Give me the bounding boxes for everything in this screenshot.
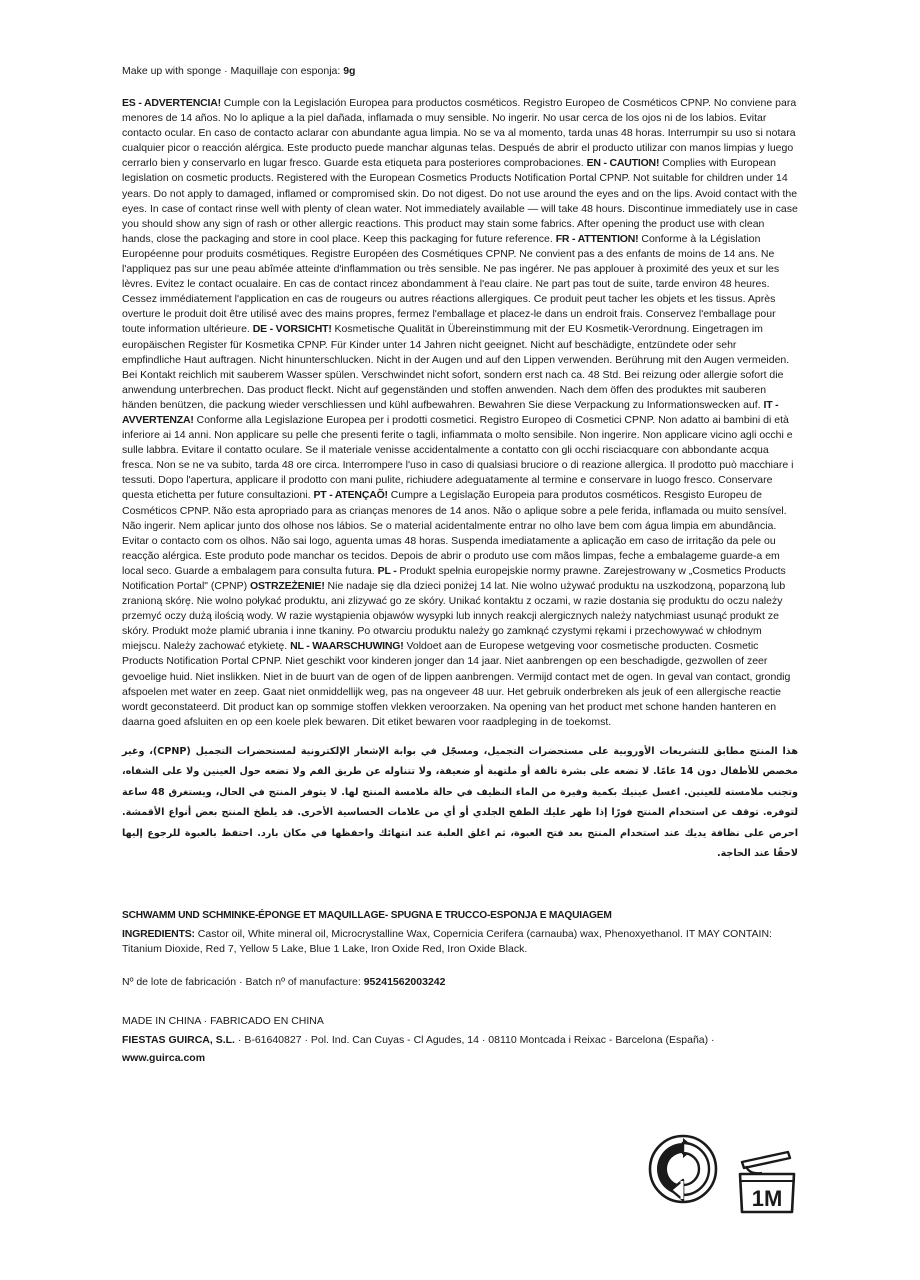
company-name: FIESTAS GUIRCA, S.L. (122, 1033, 235, 1046)
green-dot-recycle-icon (648, 1134, 718, 1204)
website-link[interactable]: www.guirca.com (122, 1052, 206, 1065)
period-after-opening-icon (736, 1150, 798, 1214)
warning-label-en: EN - CAUTION! (586, 157, 660, 170)
warning-label-pt: PT - ATENÇAÕ! (313, 489, 388, 502)
ingredients-label: INGREDIENTS: (122, 927, 195, 940)
batch-label: Nº de lote de fabricación · Batch nº of manufacture: (122, 976, 364, 989)
pao-label: 1M (751, 1186, 783, 1211)
warning-label-pl-caution: OSTRZEŻENIE! (250, 580, 325, 592)
product-title (122, 64, 798, 79)
warning-text-fr: Conforme à la Législation Européenne pour produits cosmétiques. Registre Européen des Cosmétiques CPNP. Ne convient pas a des enfants de moins de 14 ans. Ne l'appliquez pas sur une peau abîmée atteinte d'inflammation ou très sensible. Ne pas ingérer. Ne pas applouer à proximité des yeux et sur les lèvres. Evitez le contact ocualaire. En cas de contact rincez abondamment à l'eau claire. Ne part pas tout de suite, tarde environ 48 heures. Cessez immédiatement l'application en cas de rougeurs ou autres réactions allergiques. Ce produit peut tacher les objets et les tissus. Après overture le produit doit être utilisé avec des mains propres, fermez l'emballage et placez-le dans un endroit frais. Conservez l'emballage pour toute information ultérieure. (122, 232, 780, 336)
batch-line (122, 975, 798, 990)
manufacturer-block (122, 1012, 798, 1068)
arabic-warning: هذا المنتج مطابق للتشريعات الأوروبية على مستحضرات التجميل، ومسجّل في بوابة الإشعار الإلكترونية لمستحضرات التجميل (CPNP)، وغير مخصص للأطفال دون 14 عامًا. لا تضعه على بشرة تالفة أو ملتهبة أو ضعيفة، ولا تتناوله عن طريق الفم ولا تضعه حول العينين ولا على الشفاه، وتجنب ملامسته للعينين. اغسل عينيك بكمية وفيرة من الماء النظيف في حالة ملامسة المنتج لها. لا يتوفر المنتج في الحال، ويستغرق 48 ساعة لتوفره. توقف عن استخدام المنتج فورًا إذا ظهر عليك الطفح الجلدي أو أي من علامات الحساسية الأخرى. قد يلطخ المنتج بعض أنواع الأقمشة. احرص على نظافة يديك عند استخدام المنتج بعد فتح العبوة، ثم اغلق العلبة عند انتهائك واحفظها في مكان بارد. احتفظ بالعبوة للرجوع إليها لاحقًا عند الحاجة. (122, 745, 798, 860)
product-weight: 9g (343, 65, 356, 77)
warning-text-pl-caution: Nie nadaje się dla dzieci poniżej 14 lat. Nie wolno używać produktu na uszkodzoną, poparzoną lub zranioną skórę. Nie wolno połykać produktu, ani zlizywać go ze skóry. Unikać kontaktu z oczami, w razie dostania się produktu do oczu należy przemyć oczy dużą ilością wody. W razie wystąpienia objawów wysypki lub innych reakcji alergicznych należy natychmiast usunąć produkt ze skóry. Produkt może plamić ubrania i inne tkaniny. Po otwarciu produktu należy go zamknąć czystymi rękami i przechowywać w chłodnym miejscu. Należy zachować etykietę. (122, 580, 786, 653)
warning-text-pl: Produkt spełnia europejskie normy prawne. Zarejestrowany w „Cosmetics Products Notification Portal" (CPNP) (122, 564, 786, 592)
product-line: Make up with sponge · Maquillaje con esponja: (122, 65, 344, 77)
packaging-symbols (648, 1132, 808, 1218)
product-heading: SCHWAMM UND SCHMINKE-ÉPONGE ET MAQUILLAGE- SPUGNA E TRUCCO-ESPONJA E MAQUIAGEM (122, 909, 612, 921)
warning-label-it: IT - AVVERTENZA! (122, 398, 779, 426)
warning-text-nl: Voldoet aan de Europese wetgeving voor cosmetische producten. Cosmetic Products Notification Portal CPNP. Niet geschikt voor kinderen jonger dan 14 jaar. Niet aanbrengen op een beschadigde, gezwollen of zeer gevoelige huid. Niet inslikken. Niet in de buurt van de ogen of de lippen aanbrengen. Vermijd contact met de ogen. In geval van contact, grondig afspoelen met water en zeep. Gaat niet onmiddellijk weg, pas na ongeveer 48 uur. Het gebruik onderbreken als jeuk of een allergische reactie wordt geconstateerd. Dit product kan op sommige stoffen vlekken veroorzaken. Na opening van het product met schone handen hanteren en daarna goed afsluiten en op een koele plek bewaren. Dit etiket bewaren voor raadpleging in de toekomst. (122, 640, 791, 728)
made-in: MADE IN CHINA · FABRICADO EN CHINA (122, 1015, 324, 1028)
warning-text-en: Complies with European legislation on cosmetic products. Registered with the European Cosmetics Products Notification Portal CPNP. Not suitable for children under 14 years. Do not apply to damaged, inflamed or compromised skin. Do not digest. Do not use around the eyes and on the lips. Avoid contact with the eyes. In case of contact rinse well with plenty of clean water. Not immediately available — will take 48 hours. Discontinue immediately use in case you should show any sign of rash or other allergic reactions. This product may stain some fabrics. After opening the product use with clean hands, close the packaging and store in cool place. Keep this packaging for future reference. (122, 157, 798, 245)
company-address: · B-61640827 · Pol. Ind. Can Cuyas - Cl Agudes, 14 · 08110 Montcada i Reixac - Barcelona (España) · (234, 1033, 715, 1046)
batch-number: 95241562003242 (363, 976, 446, 989)
warning-text-it: Conforme alla Legislazione Europea per i prodotti cosmetici. Registro Europeo di Cosmetici CPNP. Non adatto ai bambini di età inferiore ai 14 anni. Non applicare su pelle che presenti ferite o tagli, infiammata o molto sensibile. Non ingerire. Non applicare vicino agli occhi e sulle labbra. Evitare il contatto oculare. Se il materiale venisse accidentalmente a contatto con gli occhi risciacquare con abbondante acqua fresca. Non se ne va subito, tarda 48 ore circa. Interrompere l'uso in caso di qualsiasi bruciore o di reazione allergica. Il prodotto può macchiare i tessuti. Dopo l'apertura, applicare il prodotto con mani pulite, richiudere adeguatamente al termine e conservare in luogo fresco. Conservare questa etichetta per future consultazioni. (122, 413, 794, 502)
warning-label-de: DE - VORSICHT! (252, 323, 332, 336)
warning-text-de: Kosmetische Qualität in Übereinstimmung mit der EU Kosmetik-Verordnung. Eingetragen im europäischen Register für Kosmetika CPNP. Für Kinder unter 14 Jahren nicht geeignet. Nicht auf beschädigte, entzündete oder sehr empfindliche Haut auftragen. Nicht hinunterschlucken. Nicht in der Augen und auf den Lippen verwenden. Berührung mit den Augen vermeiden. Bei Kontakt reichlich mit sauberem Wasser spülen. Verschwindet nicht sofort, sondern erst nach ca. 48 Std. Bei reizung oder allergie sofort die anwendung unterbrechen. Das product fleckt. Nicht auf gegenständen und stoffen anwenden. Nach dem öffen des produktes mit sauberen händen benützen, die packung wieder verschliessen und kühl aufbewahren. Bewahren Sie diese Verpackung zu Informationswecken auf. (122, 323, 790, 411)
warning-text-pt: Cumpre a Legislação Europeia para produtos cosméticos. Resgisto Europeu de Cosméticos CPNP. Não esta apropriado para as crianças menores de 14 anos. Não o aplique sobre a pele ferida, inflamada ou muito sensível. Não ingerir. Nem aplicar junto dos olhose nos lábios. Se o material acidentalmente entrar no olho lave bem com água limpia em abundância. Evitar o contacto com os olhos. Não sai logo, aguenta umas 48 horas. Suspenda imediatamente a aplicação em caso de irritação da pele ou reacção alérgica. Este produto pode manchar os tecidos. Depois de abrir o produto use com mãos limpas, feche a embalageme guarde-a em local seco. Guarde a embalagem para consulta futura. (122, 489, 787, 577)
warning-label-fr: FR - ATTENTION! (555, 232, 639, 245)
ingredients-text: Castor oil, White mineral oil, Microcrystalline Wax, Copernicia Cerifera (carnauba) wax, Phenoxyethanol. IT MAY CONTAIN: Titanium Dioxide, Red 7, Yellow 5 Lake, Blue 1 Lake, Iron Oxide Red, Iron Oxide Black. (122, 927, 772, 956)
label-document (122, 64, 798, 1068)
warning-text-es: Cumple con la Legislación Europea para productos cosméticos. Registro Europeo de Cosméticos CPNP. No conviene para menores de 14 años. No lo aplique a la piel dañada, inflamada o muy sensible. No ingerir. No usar cerca de los ojos ni de los labios. Evitar contacto ocular. En caso de contacto aclarar con abundante agua limpia. No se va al momento, tarda unas 48 horas. Interrumpir su uso si notara cualquier picor o reacción alérgica. Este producto puede manchar algunas telas. Después de abrir el producto utilizar con manos limpias y luego cerrarlo bien y conservarlo en lugar fresco. Guarde esta etiqueta para posteriores comprobaciones. (122, 97, 797, 170)
multilingual-warnings (122, 96, 798, 730)
company-line (122, 1031, 798, 1050)
warning-label-pl: PL - (377, 564, 397, 577)
warning-label-es: ES - ADVERTENCIA! (122, 97, 221, 109)
warning-label-nl: NL - WAARSCHUWING! (290, 640, 404, 653)
ingredients (122, 927, 798, 957)
